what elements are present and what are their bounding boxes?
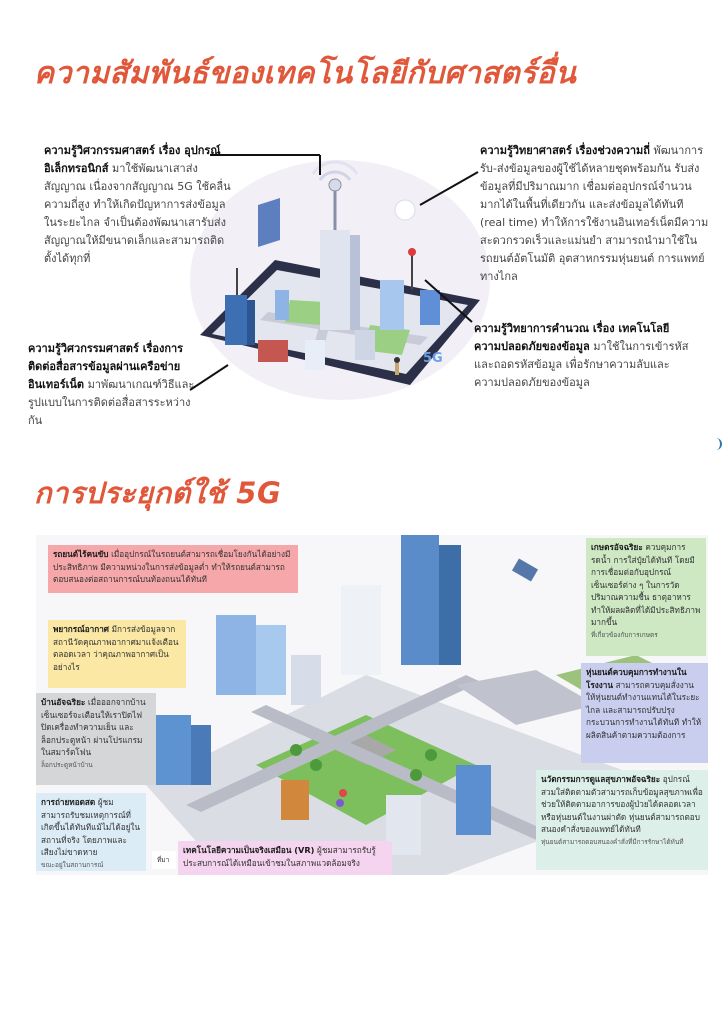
tree xyxy=(310,759,322,771)
app-smart-farm xyxy=(586,538,706,656)
app-body: ผู้ชมสามารถรับชมเหตุการณ์ที่เกิดขึ้นได้ทันทีแม้ไม่ได้อยู่ในสถานที่จริง โดยภาพและเสียงไม่ขาดหาย xyxy=(41,797,141,857)
building xyxy=(216,615,256,695)
tree xyxy=(290,744,302,756)
app-title: รถยนต์ไร้คนขับ xyxy=(53,549,109,559)
relation-security xyxy=(474,320,696,392)
tower xyxy=(401,535,439,665)
app-note: ล็อกประตูหน้าบ้าน xyxy=(41,760,93,769)
app-weather xyxy=(48,620,186,688)
connector-line xyxy=(425,280,472,322)
app-title: บ้านอัจฉริยะ xyxy=(41,697,86,707)
smart-home xyxy=(281,780,309,820)
app-title: การถ่ายทอดสด xyxy=(41,797,96,807)
connector-line xyxy=(420,172,478,205)
app-live-broadcast xyxy=(36,793,146,871)
app-body: มีการส่งข้อมูลจากสถานีวัดคุณภาพอากาศมาแจ้งเตือนตลอดเวลา ว่าคุณภาพอากาศเป็นอย่างไร xyxy=(53,624,179,672)
badge-5g: 5G xyxy=(423,351,443,366)
app-factory-robot xyxy=(581,663,708,763)
app-autonomous-car xyxy=(48,545,298,593)
app-vr xyxy=(178,841,392,875)
relation-body: พัฒนาการรับ-ส่งข้อมูลของผู้ใช้ได้หลายชุดพร้อมกัน รับส่งข้อมูลที่มีปริมาณมาก เชื่อมต่ออุปกรณ์จำนวนมากได้ในพื้นที่เดียวกัน และส่งข้อมูลได้ทันที (real time) ทำให้การใช้งานอินเทอร์เน็ตมีความสะดวกรวดเร็วและแม่นยำ สามารถนำมาใช้ในรถยนต์อัตโนมัติ อุตสาหกรรมหุ่นยนต์ การแพทย์ทางไกล xyxy=(480,144,709,283)
app-title: พยากรณ์อากาศ xyxy=(53,624,110,634)
relation-title: ความรู้วิทยาการคำนวณ เรื่อง เทคโนโลยีความปลอดภัยของข้อมูล xyxy=(474,322,670,353)
relation-body: มาใช้พัฒนาเสาส่งสัญญาณ เนื่องจากสัญญาณ 5G ใช้คลื่นความถี่สูง ทำให้เกิดปัญหาการส่งข้อมูลในระยะไกล จำเป็นต้องพัฒนาเสารับส่งสัญญาณให้มีขนาดเล็กและสามารถติดตั้งได้ทุกที่ xyxy=(44,162,231,265)
tree xyxy=(425,749,437,761)
app-note: ขณะอยู่ในสถานการณ์ xyxy=(41,860,104,869)
app-title: เกษตรอัจฉริยะ xyxy=(591,542,643,552)
hospital xyxy=(456,765,491,835)
app-title: นวัตกรรมการดูแลสุขภาพอัจฉริยะ xyxy=(541,774,661,784)
app-body: เมื่ออุปกรณ์ในรถยนต์สามารถเชื่อมโยงกันได้อย่างมีประสิทธิภาพ มีความหน่วงในการส่งข้อมูลต่ำ ทำให้รถยนต์สามารถตอบสนองต่อสถานการณ์บนท้องถนนได้ทันที xyxy=(53,549,291,584)
tower xyxy=(439,545,461,665)
relation-body: มาพัฒนาเกณฑ์วิธีและรูปแบบในการติดต่อสื่อสารระหว่างกัน xyxy=(28,378,195,427)
app-smart-health xyxy=(536,770,708,870)
tree xyxy=(410,769,422,781)
page-title: ความสัมพันธ์ของเทคโนโลยีกับศาสตร์อื่น xyxy=(34,56,577,91)
relation-network xyxy=(28,340,203,430)
app-body: ควบคุมการรดน้ำ การใส่ปุ๋ยได้ทันที โดยมีการเชื่อมต่อกับอุปกรณ์เซ็นเซอร์ต่าง ๆ ในการวัดปริมาณความชื้น ธาตุอาหาร ทำให้ผลผลิตที่ได้มีประสิทธิภาพมากขึ้น xyxy=(591,542,701,627)
relation-title: ความรู้วิทยาศาสตร์ เรื่องช่วงความถี่ xyxy=(480,144,650,157)
app-title: เทคโนโลยีความเป็นจริงเสมือน (VR) xyxy=(183,845,315,855)
app-body: เมื่อออกจากบ้านเซ็นเซอร์จะเตือนให้เราปิดไฟ ปิดเครื่องทำความเย็น และ ล็อกประตูหน้า ผ่านโปรแกรมในสมาร์ตโฟน xyxy=(41,697,146,757)
tower xyxy=(341,585,381,675)
relation-title: ความรู้วิศวกรรมศาสตร์ เรื่อง อุปกรณ์อิเล็กทรอนิกส์ xyxy=(44,144,221,175)
location-pin-icon xyxy=(339,789,347,797)
relation-electronics xyxy=(44,142,234,268)
app-body: ผู้ชมสามารถรับรู้ประสบการณ์ได้เหมือนเข้าชมในสภาพแวดล้อมจริง xyxy=(183,845,376,868)
relation-frequency xyxy=(480,142,710,286)
section-title: การประยุกต์ใช้ 5G xyxy=(34,476,282,510)
location-pin-icon xyxy=(336,799,344,807)
5g-application-infographic xyxy=(36,535,708,875)
building xyxy=(256,625,286,695)
building xyxy=(156,715,191,785)
app-note: หุ่นยนต์สามารถตอบสนองคำสั่งที่มีการรักษาได้ทันที xyxy=(541,837,684,846)
relation-title: ความรู้วิศวกรรมศาสตร์ เรื่องการติดต่อสื่อสารข้อมูลผ่านเครือข่ายอินเทอร์เน็ต xyxy=(28,342,184,391)
app-body: สามารถควบคุมสั่งงานให้หุ่นยนต์ทำงานแทนได้ในระยะไกล และสามารถปรับปรุงกระบวนการทำงานได้ทันที ทำให้ผลิตสินค้าตามความต้องการ xyxy=(586,679,702,740)
app-note: ที่เกี่ยวข้องกับการเกษตร xyxy=(591,630,658,639)
app-smart-home xyxy=(36,693,156,785)
app-body: อุปกรณ์สวมใส่ติดตามตัวสามารถเก็บข้อมูลสุขภาพเพื่อช่วยให้ติดตามอาการของผู้ป่วยได้ตลอดเวลา หรือหุ่นยนต์ในงานผ่าตัด หุ่นยนต์สามารถตอบสนองคำสั่งของแพทย์ได้ทันที xyxy=(541,774,703,834)
source-tag: ที่มา xyxy=(152,851,176,869)
app-title: หุ่นยนต์ควบคุมการทำงานในโรงงาน xyxy=(586,667,687,690)
relation-body: มาใช้ในการเข้ารหัสและถอดรหัสข้อมูล เพื่อรักษาความลับและความปลอดภัยของข้อมูล xyxy=(474,340,689,389)
building xyxy=(191,725,211,785)
building xyxy=(291,655,321,705)
